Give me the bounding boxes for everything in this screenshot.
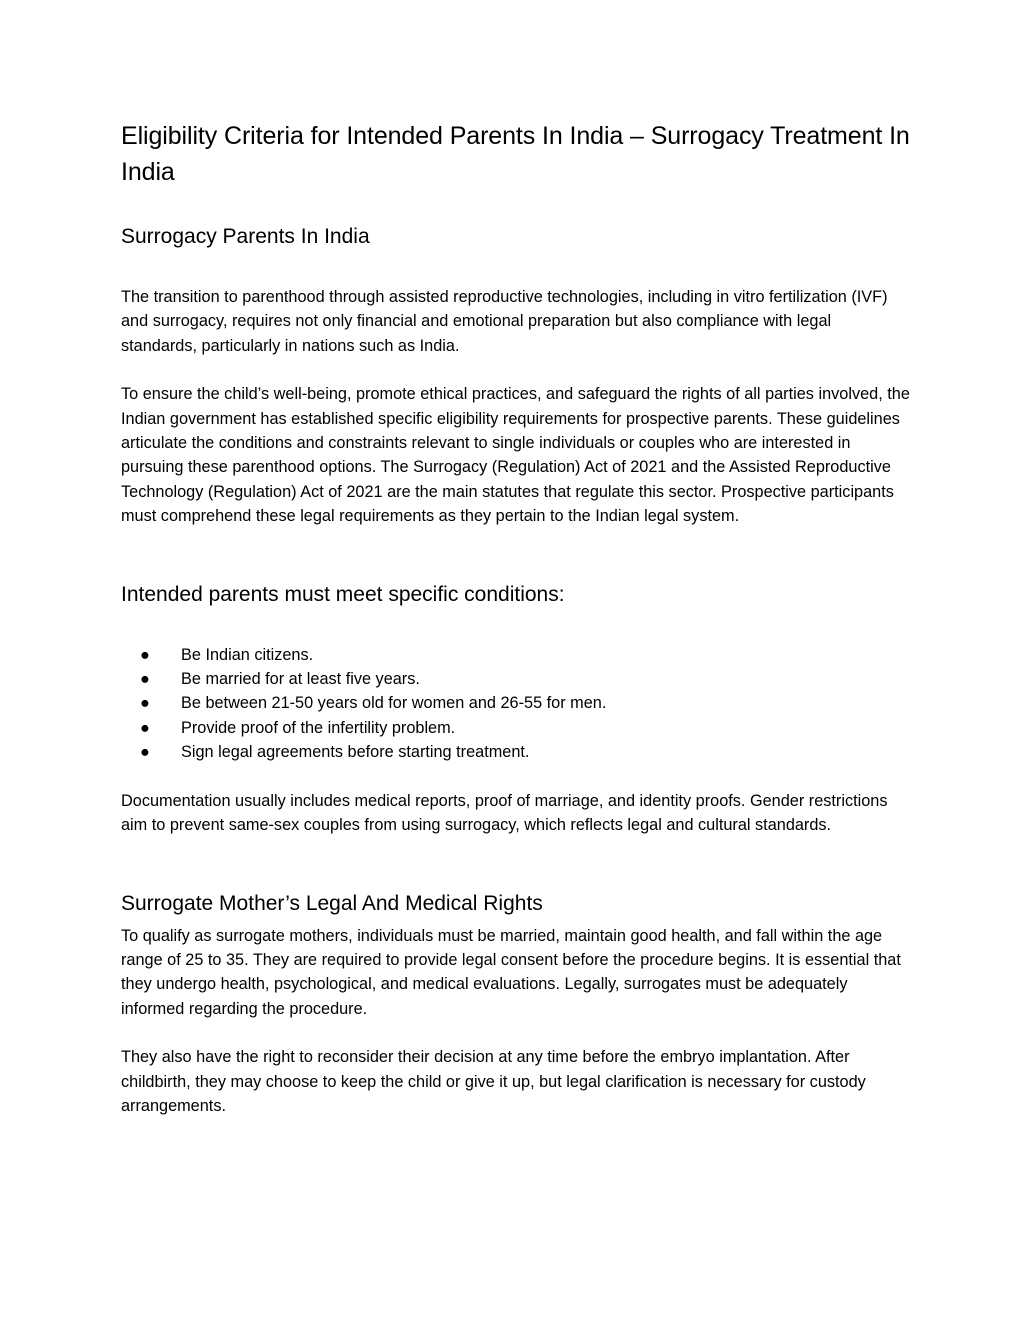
section-heading-surrogacy-parents: Surrogacy Parents In India: [121, 225, 370, 248]
list-item: [121, 716, 911, 740]
bullet-icon: ●: [140, 670, 150, 689]
list-item: [121, 740, 911, 764]
section-heading-surrogate-rights: Surrogate Mother’s Legal And Medical Rights: [121, 891, 543, 915]
list-item-text: Be married for at least five years.: [181, 670, 420, 689]
list-item: [121, 691, 911, 715]
list-item-text: Sign legal agreements before starting treatment.: [181, 743, 530, 762]
conditions-list: [121, 643, 911, 765]
bullet-icon: ●: [140, 645, 150, 664]
paragraph-transition: The transition to parenthood through assisted reproductive technologies, including in vitro fertilization (IVF) and surrogacy, requires not only financial and emotional preparation but also compliance with legal standards, particularly in nations such as India.: [121, 288, 888, 355]
paragraph-surrogate-reconsider: They also have the right to reconsider their decision at any time before the embryo implantation. After childbirth, they may choose to keep the child or give it up, but legal clarification is necessary for custody arrangements.: [121, 1048, 866, 1115]
paragraph-surrogate-qualification: To qualify as surrogate mothers, individuals must be married, maintain good health, and fall within the age range of 25 to 35. They are required to provide legal consent before the procedure begins. It is essential that they undergo health, psychological, and medical evaluations. Legally, surrogates must be adequately informed regarding the procedure.: [121, 926, 901, 1018]
document-page: [121, 118, 911, 1118]
list-item-text: Be between 21-50 years old for women and 26-55 for men.: [181, 694, 607, 713]
section-heading-intended-parents-conditions: Intended parents must meet specific conditions:: [121, 582, 565, 606]
document-title: Eligibility Criteria for Intended Parents In India – Surrogacy Treatment In India: [121, 122, 910, 186]
paragraph-documentation: Documentation usually includes medical reports, proof of marriage, and identity proofs. Gender restrictions aim to prevent same-sex couples from using surrogacy, which reflects legal and cultural standards.: [121, 791, 888, 835]
bullet-icon: ●: [140, 694, 150, 713]
list-item-text: Be Indian citizens.: [181, 645, 314, 664]
bullet-icon: ●: [140, 743, 150, 762]
bullet-icon: ●: [140, 718, 150, 737]
list-item: [121, 643, 911, 667]
list-item: [121, 667, 911, 691]
list-item-text: Provide proof of the infertility problem.: [181, 718, 456, 737]
paragraph-eligibility-requirements: To ensure the child’s well-being, promote ethical practices, and safeguard the rights of all parties involved, the Indian government has established specific eligibility requirements for prospective parents. These guidelines articulate the conditions and constraints relevant to single individuals or couples who are interested in pursuing these parenthood options. The Surrogacy (Regulation) Act of 2021 and the Assisted Reproductive Technology (Regulation) Act of 2021 are the main statutes that regulate this sector. Prospective participants must comprehend these legal requirements as they pertain to the Indian legal system.: [121, 385, 910, 526]
